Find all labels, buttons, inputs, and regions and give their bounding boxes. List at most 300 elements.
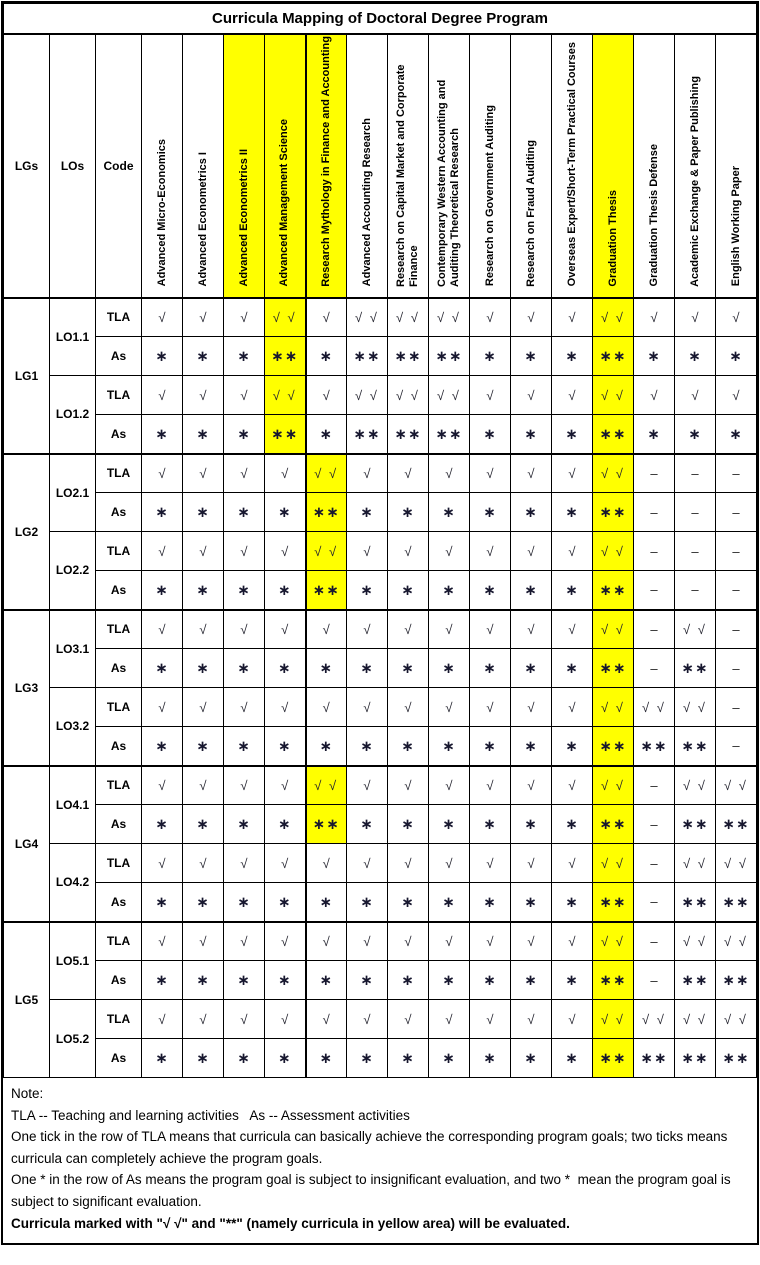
matrix-cell: ∗ <box>511 415 552 454</box>
matrix-cell: ∗ <box>552 493 593 532</box>
title-row <box>4 4 757 34</box>
matrix-cell: – <box>634 649 675 688</box>
matrix-cell: √ <box>347 688 388 727</box>
matrix-cell: √ <box>347 766 388 805</box>
matrix-cell: √ <box>552 532 593 571</box>
lo-label: LO1.2 <box>50 376 96 454</box>
matrix-cell: √ <box>511 1000 552 1039</box>
course-header-label: Contemporary Western Accounting and Auditing Theoretical Research <box>436 79 461 287</box>
course-header-label: English Working Paper <box>729 166 742 287</box>
matrix-cell: ∗ <box>388 649 429 688</box>
matrix-cell: ∗ <box>224 1039 265 1078</box>
lo-label: LO1.1 <box>50 298 96 376</box>
matrix-cell: √ <box>183 376 224 415</box>
row-type-label: As <box>96 337 142 376</box>
matrix-cell: √ <box>388 610 429 649</box>
matrix-cell: √ <box>347 454 388 493</box>
row-type-label: As <box>96 415 142 454</box>
matrix-cell: ∗ <box>470 337 511 376</box>
matrix-row <box>4 337 757 376</box>
matrix-cell: ∗ <box>716 415 757 454</box>
matrix-cell: ∗∗ <box>593 1039 634 1078</box>
course-header <box>347 34 388 298</box>
matrix-cell: √ <box>511 376 552 415</box>
row-type-label: As <box>96 727 142 766</box>
matrix-cell: ∗ <box>552 649 593 688</box>
matrix-cell: ∗ <box>511 571 552 610</box>
matrix-row <box>4 961 757 1000</box>
matrix-cell: √ <box>388 844 429 883</box>
matrix-cell: √ <box>552 766 593 805</box>
matrix-cell: ∗ <box>224 883 265 922</box>
course-header <box>306 34 347 298</box>
matrix-cell: √ <box>511 454 552 493</box>
course-header-label: Advanced Accounting Research <box>360 118 373 287</box>
matrix-row <box>4 922 757 961</box>
matrix-cell: ∗ <box>429 961 470 1000</box>
matrix-cell: ∗ <box>429 883 470 922</box>
matrix-cell: √ <box>388 454 429 493</box>
matrix-cell: ∗ <box>511 649 552 688</box>
matrix-cell: ∗∗ <box>593 805 634 844</box>
row-type-label: TLA <box>96 1000 142 1039</box>
matrix-cell: ∗ <box>552 571 593 610</box>
matrix-cell: ∗∗ <box>347 337 388 376</box>
matrix-cell: √ <box>306 844 347 883</box>
matrix-cell: √ <box>470 376 511 415</box>
matrix-row <box>4 532 757 571</box>
matrix-cell: ∗ <box>675 337 716 376</box>
matrix-cell: √ <box>183 844 224 883</box>
row-type-label: As <box>96 961 142 1000</box>
matrix-cell: ∗ <box>552 727 593 766</box>
matrix-cell: √ √ <box>675 922 716 961</box>
matrix-cell: ∗ <box>470 649 511 688</box>
matrix-cell: ∗ <box>183 883 224 922</box>
matrix-cell: ∗ <box>265 649 306 688</box>
matrix-cell: – <box>675 532 716 571</box>
matrix-cell: √ <box>552 1000 593 1039</box>
matrix-cell: ∗ <box>265 883 306 922</box>
matrix-cell: ∗ <box>224 805 265 844</box>
matrix-cell: ∗ <box>388 571 429 610</box>
matrix-cell: √ <box>224 766 265 805</box>
matrix-cell: √ <box>265 922 306 961</box>
matrix-cell: ∗ <box>142 337 183 376</box>
matrix-cell: √ <box>470 610 511 649</box>
lo-label: LO2.1 <box>50 454 96 532</box>
row-type-label: As <box>96 649 142 688</box>
matrix-cell: ∗∗ <box>716 883 757 922</box>
matrix-cell: √ √ <box>593 454 634 493</box>
matrix-cell: ∗ <box>224 727 265 766</box>
course-header <box>716 34 757 298</box>
course-header-label: Advanced Econometrics II <box>237 148 250 287</box>
matrix-cell: √ √ <box>675 610 716 649</box>
matrix-cell: – <box>634 844 675 883</box>
matrix-cell: √ <box>511 766 552 805</box>
row-type-label: As <box>96 571 142 610</box>
matrix-cell: √ √ <box>634 688 675 727</box>
matrix-cell: ∗∗ <box>306 571 347 610</box>
matrix-cell: ∗ <box>265 493 306 532</box>
matrix-cell: √ <box>429 610 470 649</box>
matrix-cell: ∗ <box>429 649 470 688</box>
matrix-cell: √ <box>142 922 183 961</box>
course-header-label: Research on Capital Market and Corporate Finance <box>395 63 420 287</box>
matrix-cell: ∗ <box>388 805 429 844</box>
matrix-cell: ∗ <box>429 805 470 844</box>
matrix-row <box>4 610 757 649</box>
matrix-cell: ∗ <box>470 805 511 844</box>
matrix-cell: √ <box>552 688 593 727</box>
matrix-cell: ∗∗ <box>716 961 757 1000</box>
matrix-cell: √ <box>470 532 511 571</box>
matrix-cell: √ <box>429 766 470 805</box>
matrix-cell: √ <box>142 1000 183 1039</box>
matrix-cell: √ <box>511 688 552 727</box>
matrix-cell: √ <box>429 688 470 727</box>
matrix-cell: ∗ <box>183 571 224 610</box>
matrix-cell: √ √ <box>634 1000 675 1039</box>
matrix-cell: ∗∗ <box>675 649 716 688</box>
matrix-cell: √ <box>470 922 511 961</box>
matrix-cell: √ <box>429 844 470 883</box>
matrix-cell: ∗ <box>306 337 347 376</box>
matrix-cell: √ <box>347 610 388 649</box>
matrix-cell: – <box>716 688 757 727</box>
course-header-row <box>4 34 757 298</box>
lo-label: LO2.2 <box>50 532 96 610</box>
matrix-cell: √ <box>306 1000 347 1039</box>
course-header <box>511 34 552 298</box>
matrix-cell: √ <box>388 766 429 805</box>
matrix-cell: √ √ <box>593 1000 634 1039</box>
matrix-cell: ∗∗ <box>593 493 634 532</box>
course-header-label: Graduation Thesis <box>606 189 619 287</box>
matrix-cell: ∗ <box>511 961 552 1000</box>
matrix-cell: ∗ <box>142 571 183 610</box>
matrix-cell: √ √ <box>306 454 347 493</box>
matrix-cell: √ √ <box>347 298 388 337</box>
matrix-cell: √ <box>552 376 593 415</box>
matrix-row <box>4 1000 757 1039</box>
matrix-cell: √ √ <box>388 376 429 415</box>
matrix-cell: √ <box>552 298 593 337</box>
matrix-cell: √ <box>142 298 183 337</box>
lg-label: LG4 <box>4 766 50 922</box>
matrix-cell: √ √ <box>265 376 306 415</box>
lg-label: LG3 <box>4 610 50 766</box>
matrix-cell: ∗∗ <box>675 883 716 922</box>
matrix-cell: √ <box>183 1000 224 1039</box>
course-header-label: Research Mythology in Finance and Accounting <box>319 35 332 287</box>
course-header <box>552 34 593 298</box>
matrix-cell: ∗ <box>552 883 593 922</box>
matrix-cell: √ <box>511 844 552 883</box>
matrix-cell: ∗ <box>224 493 265 532</box>
matrix-cell: √ <box>265 454 306 493</box>
matrix-cell: ∗ <box>388 727 429 766</box>
matrix-cell: √ √ <box>593 844 634 883</box>
matrix-cell: √ √ <box>593 922 634 961</box>
matrix-cell: ∗ <box>388 961 429 1000</box>
course-header-label: Academic Exchange & Paper Publishing <box>688 75 701 287</box>
matrix-cell: √ √ <box>388 298 429 337</box>
matrix-cell: – <box>675 571 716 610</box>
matrix-cell: ∗ <box>183 1039 224 1078</box>
matrix-cell: ∗∗ <box>593 415 634 454</box>
course-header-label: Research on Government Auditing <box>483 105 496 287</box>
matrix-cell: ∗∗ <box>593 337 634 376</box>
matrix-cell: ∗ <box>306 1039 347 1078</box>
matrix-cell: ∗ <box>142 805 183 844</box>
matrix-cell: ∗ <box>183 727 224 766</box>
matrix-cell: ∗ <box>388 1039 429 1078</box>
matrix-cell: ∗ <box>224 571 265 610</box>
matrix-cell: ∗ <box>306 415 347 454</box>
matrix-cell: √ <box>142 688 183 727</box>
matrix-cell: √ <box>347 532 388 571</box>
matrix-cell: √ <box>265 766 306 805</box>
matrix-cell: – <box>716 532 757 571</box>
lo-label: LO3.2 <box>50 688 96 766</box>
matrix-row <box>4 883 757 922</box>
matrix-cell: √ <box>183 298 224 337</box>
note <box>3 1078 757 1243</box>
matrix-cell: ∗ <box>470 883 511 922</box>
curricula-mapping-table <box>1 1 759 1245</box>
note-line: One tick in the row of TLA means that curricula can basically achieve the corresponding program goals; two ticks means curricula can completely achieve the program goals. <box>11 1129 732 1166</box>
matrix-cell: ∗∗ <box>388 337 429 376</box>
course-header-label: Graduation Thesis Defense <box>647 144 660 287</box>
row-type-label: TLA <box>96 766 142 805</box>
matrix-cell: ∗ <box>347 727 388 766</box>
lo-label: LO4.2 <box>50 844 96 922</box>
matrix-cell: √ <box>224 454 265 493</box>
matrix-cell: √ √ <box>716 844 757 883</box>
matrix-cell: √ √ <box>675 1000 716 1039</box>
matrix-cell: ∗ <box>306 961 347 1000</box>
matrix-cell: ∗ <box>634 337 675 376</box>
matrix-cell: ∗∗ <box>265 415 306 454</box>
matrix-cell: ∗ <box>552 961 593 1000</box>
course-header <box>593 34 634 298</box>
matrix-cell: ∗ <box>511 493 552 532</box>
matrix-cell: – <box>634 766 675 805</box>
matrix-cell: ∗ <box>716 337 757 376</box>
matrix-cell: √ <box>347 922 388 961</box>
matrix-cell: √ <box>306 922 347 961</box>
matrix-cell: ∗ <box>552 415 593 454</box>
course-header-label: Research on Fraud Auditing <box>524 139 537 287</box>
matrix-cell: √ √ <box>306 766 347 805</box>
matrix-cell: √ <box>388 1000 429 1039</box>
matrix-cell: ∗ <box>142 1039 183 1078</box>
matrix-row <box>4 298 757 337</box>
lo-label: LO3.1 <box>50 610 96 688</box>
matrix-cell: √ √ <box>306 532 347 571</box>
row-type-label: TLA <box>96 454 142 493</box>
matrix-cell: ∗ <box>183 415 224 454</box>
matrix-cell: √ √ <box>593 532 634 571</box>
matrix-cell: ∗∗ <box>388 415 429 454</box>
matrix-cell: √ <box>511 922 552 961</box>
matrix-cell: – <box>634 961 675 1000</box>
matrix-cell: √ <box>511 298 552 337</box>
matrix-cell: ∗ <box>347 493 388 532</box>
matrix-cell: √ <box>224 376 265 415</box>
row-type-label: TLA <box>96 532 142 571</box>
matrix-cell: – <box>716 727 757 766</box>
matrix-cell: √ <box>224 298 265 337</box>
course-header-label: Advanced Micro-Economics <box>155 139 168 287</box>
matrix-cell: √ √ <box>429 376 470 415</box>
matrix-cell: ∗ <box>511 805 552 844</box>
matrix-cell: – <box>634 610 675 649</box>
matrix-cell: ∗∗ <box>716 1039 757 1078</box>
matrix-cell: ∗ <box>470 1039 511 1078</box>
matrix-row <box>4 649 757 688</box>
matrix-cell: ∗ <box>347 649 388 688</box>
matrix-cell: √ <box>716 298 757 337</box>
matrix-row <box>4 571 757 610</box>
matrix-cell: ∗ <box>265 727 306 766</box>
matrix-cell: – <box>634 922 675 961</box>
matrix-cell: √ <box>224 532 265 571</box>
matrix-cell: – <box>716 649 757 688</box>
matrix-cell: ∗∗ <box>593 649 634 688</box>
matrix-cell: ∗∗ <box>675 961 716 1000</box>
matrix-cell: ∗ <box>265 571 306 610</box>
matrix-cell: ∗ <box>429 571 470 610</box>
matrix-cell: √ √ <box>593 688 634 727</box>
matrix-cell: ∗ <box>183 961 224 1000</box>
matrix-row <box>4 805 757 844</box>
matrix-row <box>4 766 757 805</box>
matrix-cell: ∗ <box>388 883 429 922</box>
course-header-label: Overseas Expert/Short-Term Practical Courses <box>565 42 578 287</box>
matrix-cell: ∗∗ <box>634 1039 675 1078</box>
mapping-table <box>3 3 757 1078</box>
matrix-cell: √ <box>470 1000 511 1039</box>
course-header <box>265 34 306 298</box>
matrix-cell: ∗∗ <box>306 805 347 844</box>
matrix-cell: ∗ <box>265 961 306 1000</box>
matrix-cell: ∗ <box>552 805 593 844</box>
matrix-cell: ∗ <box>675 415 716 454</box>
matrix-cell: √ <box>142 610 183 649</box>
matrix-cell: ∗ <box>634 415 675 454</box>
course-header <box>634 34 675 298</box>
matrix-cell: ∗ <box>470 727 511 766</box>
matrix-cell: – <box>634 571 675 610</box>
matrix-cell: ∗ <box>142 727 183 766</box>
page-title: Curricula Mapping of Doctoral Degree Program <box>4 4 757 34</box>
row-type-label: TLA <box>96 610 142 649</box>
matrix-cell: √ <box>224 922 265 961</box>
course-header <box>183 34 224 298</box>
header-los: LOs <box>50 34 96 298</box>
lo-label: LO4.1 <box>50 766 96 844</box>
matrix-cell: – <box>634 805 675 844</box>
matrix-cell: ∗∗ <box>675 727 716 766</box>
matrix-cell: ∗ <box>470 961 511 1000</box>
matrix-cell: √ <box>470 766 511 805</box>
matrix-row <box>4 415 757 454</box>
matrix-row <box>4 844 757 883</box>
matrix-cell: ∗ <box>306 649 347 688</box>
matrix-cell: ∗ <box>347 1039 388 1078</box>
matrix-cell: √ <box>511 610 552 649</box>
matrix-cell: ∗ <box>552 337 593 376</box>
matrix-cell: ∗ <box>142 493 183 532</box>
row-type-label: TLA <box>96 298 142 337</box>
row-type-label: TLA <box>96 922 142 961</box>
course-header-label: Advanced Management Science <box>278 118 291 287</box>
matrix-cell: √ <box>634 376 675 415</box>
matrix-cell: √ √ <box>675 844 716 883</box>
matrix-cell: √ <box>429 922 470 961</box>
row-type-label: As <box>96 883 142 922</box>
matrix-cell: √ <box>388 688 429 727</box>
matrix-cell: √ <box>306 376 347 415</box>
matrix-cell: √ √ <box>675 766 716 805</box>
row-type-label: TLA <box>96 844 142 883</box>
matrix-cell: ∗∗ <box>306 493 347 532</box>
matrix-cell: – <box>634 454 675 493</box>
matrix-row <box>4 1039 757 1078</box>
matrix-cell: ∗∗ <box>593 961 634 1000</box>
matrix-cell: √ <box>675 376 716 415</box>
matrix-cell: √ <box>142 454 183 493</box>
matrix-cell: √ <box>347 1000 388 1039</box>
matrix-cell: ∗ <box>265 805 306 844</box>
matrix-cell: – <box>634 532 675 571</box>
matrix-cell: – <box>716 454 757 493</box>
note-line-bold: Curricula marked with "√ √" and "**" (namely curricula in yellow area) will be evaluated. <box>11 1215 570 1231</box>
matrix-cell: √ <box>142 766 183 805</box>
matrix-cell: √ <box>183 454 224 493</box>
note-line: Note: <box>11 1086 44 1101</box>
matrix-cell: √ <box>142 844 183 883</box>
lg-label: LG1 <box>4 298 50 454</box>
matrix-cell: √ <box>634 298 675 337</box>
row-type-label: TLA <box>96 376 142 415</box>
row-type-label: As <box>96 493 142 532</box>
matrix-cell: ∗ <box>142 415 183 454</box>
course-header <box>470 34 511 298</box>
course-header <box>142 34 183 298</box>
matrix-cell: ∗ <box>224 649 265 688</box>
matrix-cell: √ <box>224 844 265 883</box>
course-header-label: Advanced Econometrics I <box>196 152 209 287</box>
matrix-cell: ∗ <box>511 883 552 922</box>
matrix-cell: √ <box>183 688 224 727</box>
matrix-cell: ∗ <box>265 1039 306 1078</box>
matrix-cell: ∗ <box>142 961 183 1000</box>
matrix-cell: √ √ <box>593 376 634 415</box>
matrix-cell: ∗ <box>388 493 429 532</box>
matrix-cell: √ <box>265 1000 306 1039</box>
matrix-row <box>4 688 757 727</box>
matrix-cell: – <box>716 571 757 610</box>
matrix-row <box>4 727 757 766</box>
matrix-cell: ∗ <box>183 337 224 376</box>
matrix-row <box>4 454 757 493</box>
matrix-cell: √ <box>388 532 429 571</box>
matrix-cell: √ <box>347 844 388 883</box>
